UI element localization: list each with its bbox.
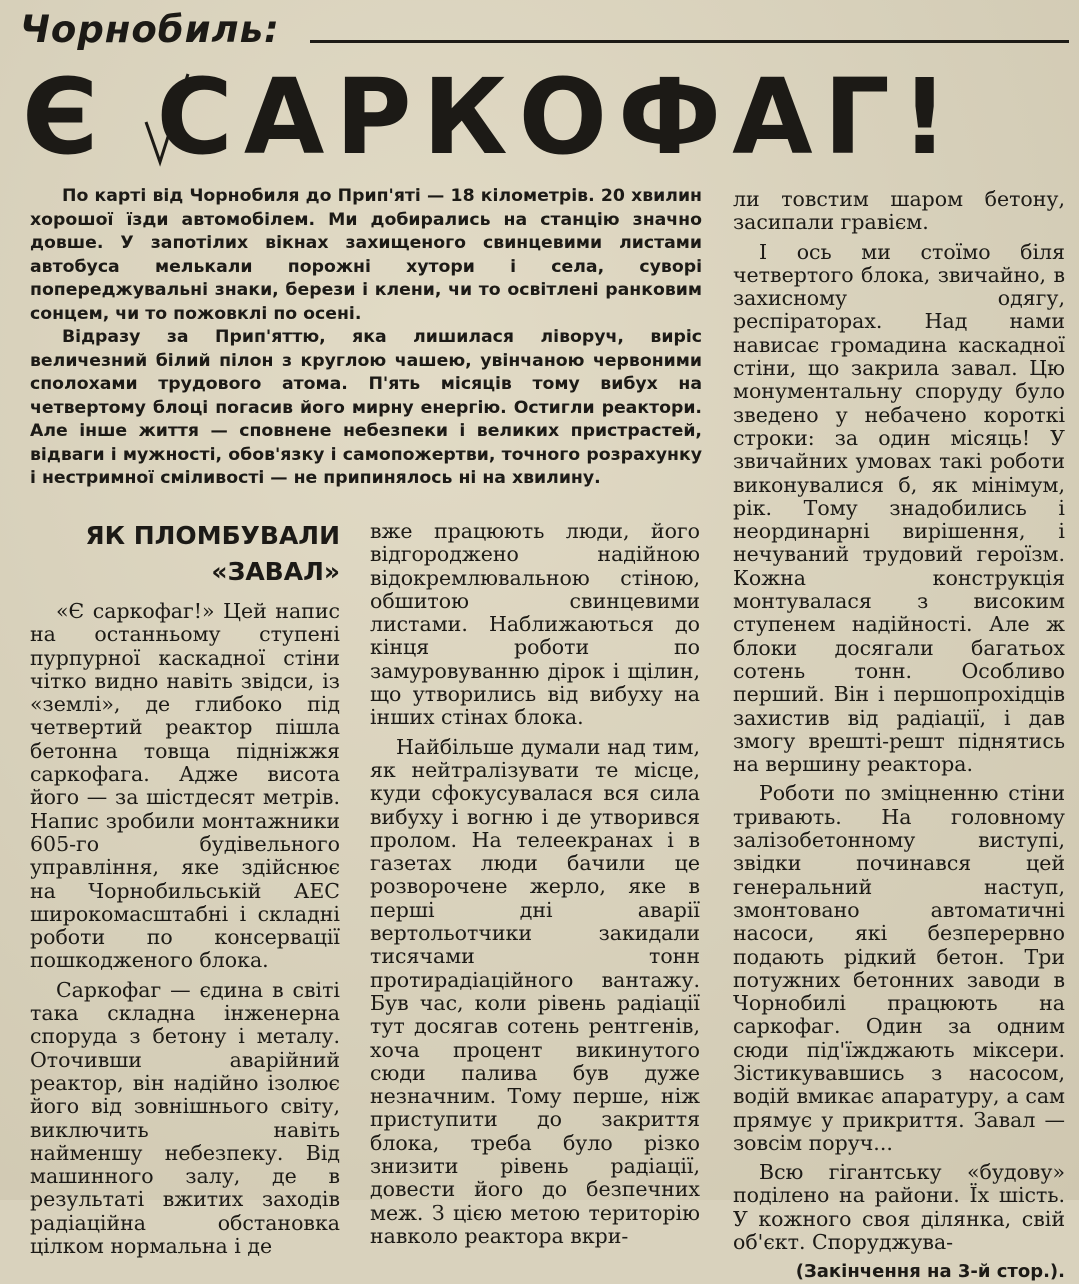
column-2 xyxy=(370,520,700,1254)
col1-p1: «Є саркофаг!» Цей напис на останньому ступені пурпурної каскадної стіни чітко видно навіть звідси, із «землі», де глибоко під четвертий реактор пішла бетонна товща підніжжя саркофага. Адже висота його — за шістдесят метрів. Напис зробили монтажники 605-го будівельного управління, яке здійснює на Чорнобильській АЕС широкомасштабні і складні роботи по консервації пошкодженого блока. xyxy=(30,599,340,973)
col2-p2: Найбільше думали над тим, як нейтралізувати те місце, куди сфокусувалася вся сила вибуху і вогню і де утворився пролом. На телеекранах і в газетах люди бачили це розворочене жерло, яке в перші дні аварії вертольотчики закидали тисячами тонн протирадіаційного вантажу. Був час, коли рівень радіації тут досягав сотень рентгенів, хоча процент викинутого сюди палива був дуже незначним. Тому перше, ніж приступити до закриття блока, треба було різко знизити рівень радіації, довести його до безпечних меж. З цією метою територію навколо реактора вкри- xyxy=(370,734,700,1248)
continuation-note: (Закінчення на 3-й стор.). xyxy=(795,1261,1065,1283)
col3-p3: Роботи по зміцненню стіни тривають. На головному залізобетонному виступі, звідки починався цей генеральний наступ, змонтовано автоматичні насоси, які безперервно подають рідкий бетон. Три потужних бетонних заводи в Чорнобилі працюють на саркофаг. Один за одним сюди під'їжджають міксери. Зістикувавшись з насосом, водій вмикає апаратуру, а сам прямує у прикриття. Завал — зовсім поруч... xyxy=(733,781,1065,1155)
lead-paragraph xyxy=(30,185,702,491)
subheading xyxy=(30,518,340,590)
column-3 xyxy=(733,188,1065,1284)
col3-p2: І ось ми стоїмо біля четвертого блока, звичайно, в захисному одягу, респіраторах. Над нами нависає громадина каскадної стіни, що закрила завал. Цю монументальну споруду було зведено у небачено короткі строки: за один місяць! У звичайних умовах такі роботи виконувалися б, як мінімум, рік. Тому знадобились і неординарні вирішення, і нечуваний трудовий героїзм. Кожна конструкція монтувалася з високим ступенем надійності. Але ж блоки досягали багатьох сотень тонн. Особливо перший. Він і першопрохідців захистив від радіації, і дав змогу врешті-решт піднятись на вершину реактора. xyxy=(733,239,1065,777)
rubric-rule xyxy=(310,40,1069,43)
subheading-line2: «ЗАВАЛ» xyxy=(211,557,340,586)
rubric: Чорнобиль: xyxy=(20,8,280,51)
lead-p2: Відразу за Прип'яттю, яка лишилася ліворуч, виріс величезний білий пілон з круглою чашею, увінчаною червоними сполохами трудового атома. П'ять місяців тому вибух на четвертому блоці погасив його мирну енергію. Остигли реактори. Але інше життя — сповнене небезпеки і великих пристрастей, відваги і мужності, обов'язку і самопожертви, точного розрахунку і нестримної сміливості — не припинялось ні на хвилину. xyxy=(30,327,702,488)
subheading-line1: ЯК ПЛОМБУВАЛИ xyxy=(85,521,340,550)
column-1 xyxy=(30,600,340,1264)
headline: Є САРКОФАГ! xyxy=(22,56,960,178)
lead-p1: По карті від Чорнобиля до Прип'яті — 18 кілометрів. 20 хвилин хорошої їзди автомобілем. Ми добирались на станцію значно довше. У запотілих вікнах захищеного свинцевими листами автобуса мелькали порожні хутори і села, суворі попереджувальні знаки, берези і клени, чи то освітлені ранковим сонцем, чи то пожовклі по осені. xyxy=(30,186,702,324)
col1-p2: Саркофаг — єдина в світі така складна інженерна споруда з бетону і металу. Оточивши аварійний реактор, він надійно ізолює його від зовнішнього світу, виключить навіть найменшу небезпеку. Від машинного залу, де в результаті вжитих заходів радіаційна обстановка цілком нормальна і де xyxy=(30,977,340,1259)
col3-p1: ли товстим шаром бетону, засипали гравієм. xyxy=(733,187,1065,235)
col2-p1: вже працюють люди, його відгороджено надійною відокремлювальною стіною, обшитою свинцевими листами. Наближаються до кінця роботи по замуровуванню дірок і щілин, що утворились від вибуху на інших стінах блока. xyxy=(370,519,700,730)
col3-p4: Всю гігантську «будову» поділено на райони. Їх шість. У кожного своя ділянка, свій об'єкт. Споруджува- xyxy=(733,1160,1065,1255)
checkmark-icon xyxy=(140,70,195,170)
